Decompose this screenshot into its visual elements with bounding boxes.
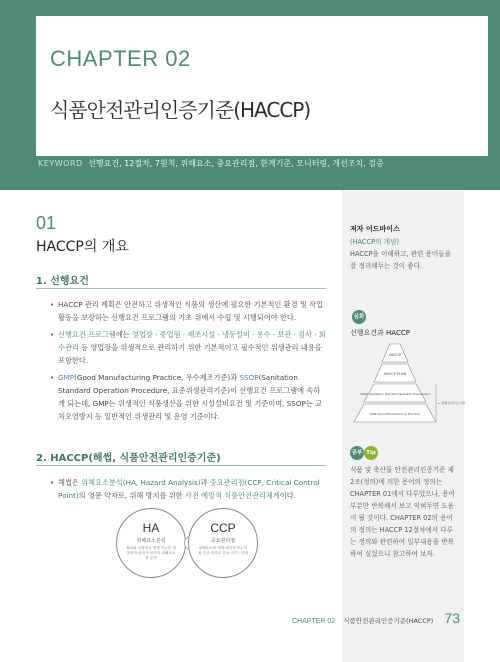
subsection-heading-haccp: 2. HACCP(해썹, 식품안전관리인증기준) xyxy=(36,453,221,464)
pyramid-side-label: ← 선행요건프로그램 xyxy=(438,401,465,405)
bullet-item: • HACCP 관리 계획은 안전하고 위생적인 식품의 생산에 필요한 기본적인 환경 및 작업활동을 보장하는 선행요건 프로그램의 기초 위에서 수립 및 시행되어야 한다. xyxy=(50,298,326,324)
haccp-pyramid-diagram xyxy=(350,340,465,426)
author-advice-heading: 저자 어드바이스 xyxy=(350,225,400,233)
keyword-row xyxy=(38,158,384,169)
ccp-circle xyxy=(188,508,258,578)
author-advice-text: (HACCP의 개념) HACCP을 이해하고, 관련 용어들을 잘 정리해두는 것이 좋다. xyxy=(350,238,451,270)
footer-chapter: CHAPTER 02 xyxy=(291,618,336,625)
pyramid-heading: 선행요건과 HACCP xyxy=(350,329,410,337)
tip-badge: Tip xyxy=(364,446,378,460)
subsection-divider xyxy=(36,288,326,289)
prerequisite-bullets xyxy=(50,298,326,427)
ha-sublabel: 위해요소분석 xyxy=(136,538,166,544)
page-number: 73 xyxy=(444,610,460,626)
pyramid-label-haccp: HACCP xyxy=(389,353,401,357)
pyramid-label-ssop: SSOP (Sanitation Standard Operation Procedures) xyxy=(360,392,430,396)
advanced-badge: 심화 xyxy=(352,310,366,324)
subsection-heading-prerequisite: 1. 선행요건 xyxy=(36,276,89,287)
subsection-divider xyxy=(36,465,326,466)
ccp-sublabel: 중요관리점 xyxy=(210,538,236,544)
chapter-label: CHAPTER 02 xyxy=(50,46,191,71)
bullet-item: • 선행요건 프로그램에는 영업장 · 종업원 · 제조시설 · 냉동설비 · 용수 · 보관 · 검사 · 회수관리 등 영업장을 위생적으로 관리하기 위한 기본적이고 필수적인 위생관리 내용을 포함한다. xyxy=(50,328,326,367)
ha-label: HA xyxy=(142,521,160,535)
section-title: HACCP의 개요 xyxy=(36,239,129,255)
pyramid-label-gmp: GMP (Good Manufacturing Practice) xyxy=(370,412,420,416)
bullet-item: • GMP(Good Manufacturing Practice, 우수제조기준)과 SSOP(Sanitation Standard Operation Procedure, 표준위생관리기준)이 선행요건 프로그램에 속하게 되는데, GMP는 위생적인 식품생산을 위한 시설설비요건 및 기준이며, SSOP는 교차오염방지 등 일반적인 위생관리 및 운영 기준이다. xyxy=(50,371,326,423)
pyramid-label-plan: HACCP PLAN xyxy=(383,372,407,376)
chapter-title-box xyxy=(36,16,488,156)
bullet-item: • 해썹은 위해요소분석(HA, Hazard Analysis)과 중요관리점(CCP, Critical Control Point)의 영문 약자로, 위해 방지를 위한 사전 예방적 식품안전관리체계이다. xyxy=(50,476,326,502)
section-number: 01 xyxy=(36,213,57,233)
keyword-list: 선행요건, 12절차, 7원칙, 위해요소, 중요관리점, 한계기준, 모니터링, 개선조치, 검증 xyxy=(88,159,384,168)
ccp-description: 위해요소를 예방·제거하거나 허용 수준 이하로 감소시키는 단계 xyxy=(198,546,248,555)
keyword-label: KEYWORD xyxy=(38,159,83,168)
ccp-label: CCP xyxy=(210,521,236,535)
ha-description: 원료와 공정에서 발생 가능한 생물학적·화학적·물리적 위해요소를 분석 xyxy=(126,546,176,560)
section-title-block xyxy=(36,214,326,256)
tip-text: 식품 및 축산물 안전관리인증기준 제2조(정의)에 의한 용어의 정의는 CHAPTER 01에서 다루었으나, 용어 부분만 반복해서 보고 익혀두면 도움이 될 것이다. CHAPTER 02의 용어의 정의는 HACCP 12절차에서 다루는 정의와 관련하여 일부내용을 반복하여 실었으니 참고하여 보자. xyxy=(350,466,455,558)
ha-circle xyxy=(116,508,186,578)
chapter-title: 식품안전관리인증기준(HACCP) xyxy=(50,98,311,122)
study-badge: 공부 xyxy=(350,446,364,460)
footer-title: 식품안전관리인증기준(HACCP) xyxy=(343,617,434,625)
page-footer xyxy=(292,608,460,627)
haccp-bullets xyxy=(50,476,326,506)
